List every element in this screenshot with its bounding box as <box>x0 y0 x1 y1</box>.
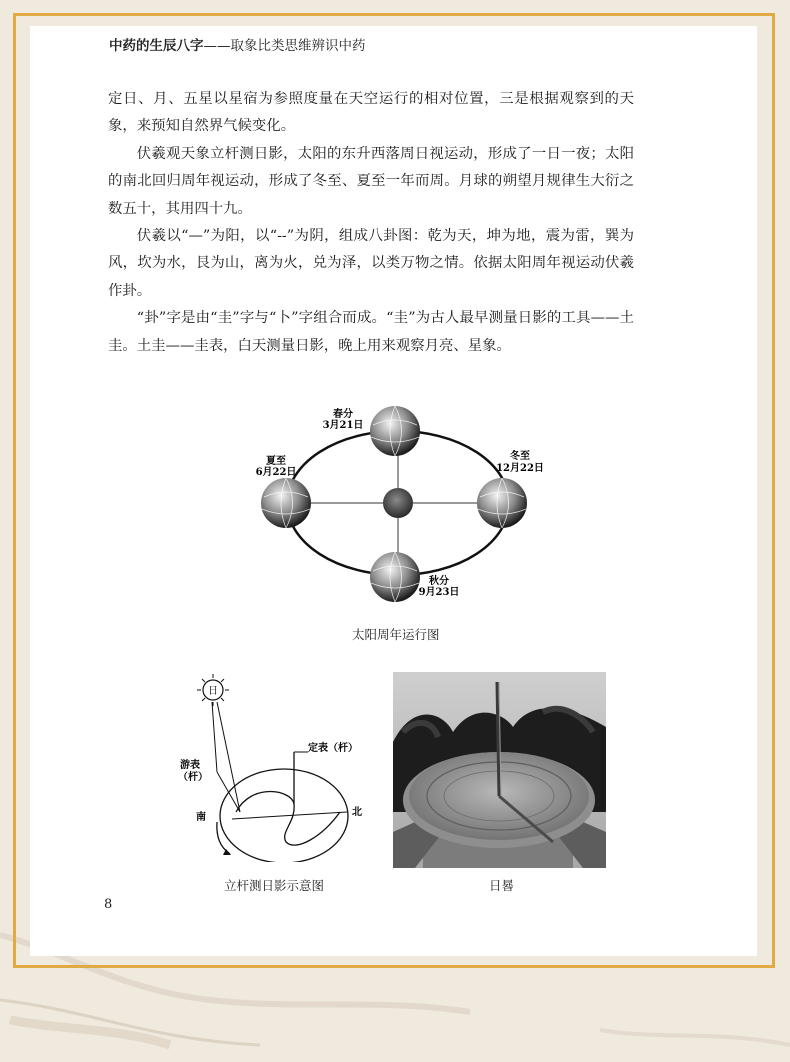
moving-pole-label-2: （杆） <box>178 772 208 783</box>
moving-pole-label: 游表 <box>180 760 200 771</box>
spring-date: 3月21日 <box>322 420 364 431</box>
winter-date: 12月22日 <box>496 463 544 474</box>
earth-autumn <box>370 552 420 602</box>
summer-date: 6月22日 <box>255 467 297 478</box>
paragraph: 伏羲观天象立杆测日影，太阳的东升西落周日视运动，形成了一日一夜；太阳的南北回归周年视运动，形成了冬至、夏至一年而周。月球的朔望月规律生大衍之数五十，其用四十九。 <box>108 145 634 217</box>
paragraph: 定日、月、五星以星宿为参照度量在天空运行的相对位置，三是根据观察到的天象，来预知自然界气候变化。 <box>108 91 634 135</box>
earth-spring <box>370 406 420 456</box>
header-title: 中药的生辰八字 <box>109 38 204 54</box>
body-text <box>108 86 634 360</box>
running-header <box>109 34 366 54</box>
paragraph: 伏羲以“—”为阳，以“--”为阴，组成八卦图：乾为天，坤为地，震为雷，巽为风，坎为水，艮为山，离为火，兑为泽，以类万物之情。依据太阳周年视运动伏羲作卦。 <box>108 228 634 299</box>
sundial-caption: 日晷 <box>489 878 515 893</box>
gnomon-caption: 立杆测日影示意图 <box>224 878 325 893</box>
autumn-label: 秋分 <box>429 576 449 587</box>
orbit-caption: 太阳周年运行图 <box>352 627 440 642</box>
winter-label: 冬至 <box>510 451 530 462</box>
sun-globe <box>383 488 413 518</box>
spring-label: 春分 <box>333 409 353 420</box>
fixed-pole-label: 定表（杆） <box>308 743 358 754</box>
south-label: 南 <box>196 812 206 823</box>
page-number: 8 <box>104 897 113 912</box>
summer-label: 夏至 <box>266 456 286 467</box>
earth-winter <box>477 478 527 528</box>
header-subtitle: ——取象比类思维辨识中药 <box>203 38 366 54</box>
sun-char: 日 <box>208 686 218 697</box>
paragraph: “卦”字是由“圭”字与“卜”字组合而成。“圭”为古人最早测量日影的工具——土圭。土圭——圭表，白天测量日影，晚上用来观察月亮、星象。 <box>108 310 634 354</box>
earth-summer <box>261 478 311 528</box>
gnomon-diagram <box>172 672 372 862</box>
orbit-diagram <box>240 395 560 605</box>
north-label: 北 <box>352 807 362 818</box>
sundial-photo <box>393 672 606 868</box>
autumn-date: 9月23日 <box>418 587 460 598</box>
